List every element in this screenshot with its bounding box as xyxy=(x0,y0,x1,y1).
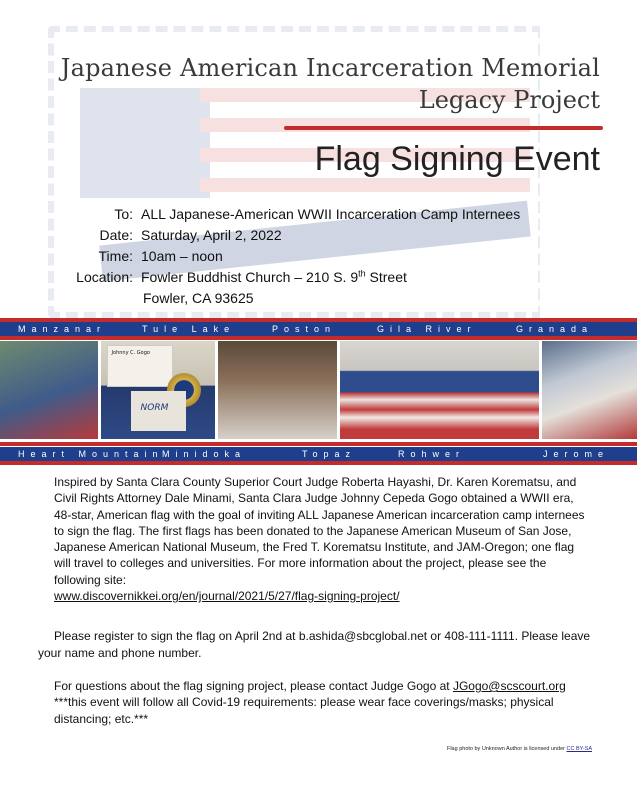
license-link[interactable]: CC BY-SA xyxy=(566,746,592,752)
detail-label: Location: xyxy=(76,269,133,285)
event-title: Flag Signing Event xyxy=(314,140,600,178)
camp-name: Poston xyxy=(272,324,337,334)
contact-text: For questions about the flag signing project, please contact Judge Gogo at xyxy=(54,679,453,693)
band-border xyxy=(0,336,637,340)
title-divider xyxy=(284,126,603,130)
photo-veteran xyxy=(542,341,637,439)
flag-patch: NORM xyxy=(131,391,186,431)
camp-name: Minidoka xyxy=(162,449,247,459)
detail-location xyxy=(60,267,520,288)
inspiration-text: Inspired by Santa Clara County Superior Court Judge Roberta Hayashi, Dr. Karen Korematsu, and Civil Rights Attorney Dale Minami, Santa Clara Judge Johnny Cepeda Gogo obtained a WWII era, 48-star, American flag with the goal of inviting ALL Japanese American incarceration camp internees to sign the flag. The first flags has been donated to the Japanese American Museum of San Jose, Japanese American National Museum, the Fred T. Korematsu Institute, and JAM-Oregon; one flag will travel to colleges and universities. For more information about the project, please see the following site: xyxy=(54,475,585,587)
detail-value: Fowler, CA 93625 xyxy=(143,290,254,306)
contact-paragraph xyxy=(54,678,594,727)
detail-value: ALL Japanese-American WWII Incarceration Camp Internees xyxy=(141,206,521,222)
photo-holding-flag xyxy=(340,341,539,439)
detail-date xyxy=(60,225,520,246)
detail-label: To: xyxy=(114,206,133,222)
photo-veteran-signing xyxy=(0,341,98,439)
detail-label: Date: xyxy=(99,227,133,243)
photo-signed-flag xyxy=(101,341,215,439)
detail-time xyxy=(60,246,520,267)
band-border xyxy=(0,461,637,465)
camp-name: Manzanar xyxy=(18,324,107,334)
band-border xyxy=(0,442,637,446)
detail-value: 10am – noon xyxy=(141,248,223,264)
camp-name: Jerome xyxy=(543,449,610,459)
camp-name: Granada xyxy=(516,324,594,334)
photo-credit: Flag photo by Unknown Author is licensed under CC BY-SA xyxy=(446,746,592,752)
photo-strip xyxy=(0,341,637,439)
project-title-line1: Japanese American Incarceration Memorial xyxy=(60,54,600,82)
camp-names-bottom xyxy=(0,447,637,461)
detail-label: Time: xyxy=(98,248,133,264)
event-details xyxy=(60,204,520,309)
photo-group xyxy=(218,341,337,439)
camp-name: Topaz xyxy=(302,449,357,459)
contact-email-link[interactable]: JGogo@scscourt.org xyxy=(452,679,566,693)
inspiration-paragraph xyxy=(54,474,594,604)
camp-name: Tule Lake xyxy=(142,324,236,334)
project-title-line2: Legacy Project xyxy=(418,86,600,114)
covid-note: ***this event will follow all Covid-19 requirements: please wear face coverings/masks; physical distancing; etc.*** xyxy=(54,695,554,726)
camp-name: Gila River xyxy=(377,324,477,334)
camp-name: Rohwer xyxy=(398,449,466,459)
registration-paragraph: Please register to sign the flag on April 2nd at b.ashida@sbcglobal.net or 408-111-1111. Please leave your name and phone number. xyxy=(38,629,591,660)
detail-location-line2 xyxy=(60,288,520,309)
project-link[interactable]: www.discovernikkei.org/en/journal/2021/5/27/flag-signing-project/ xyxy=(54,589,400,604)
detail-value: Fowler Buddhist Church – 210 S. 9th Street xyxy=(141,268,407,285)
camp-names-top xyxy=(0,322,637,336)
detail-to xyxy=(60,204,520,225)
business-card: Johnny C. Gogo xyxy=(107,345,173,387)
camp-name: Heart Mountain xyxy=(18,449,164,459)
detail-value: Saturday, April 2, 2022 xyxy=(141,227,282,243)
